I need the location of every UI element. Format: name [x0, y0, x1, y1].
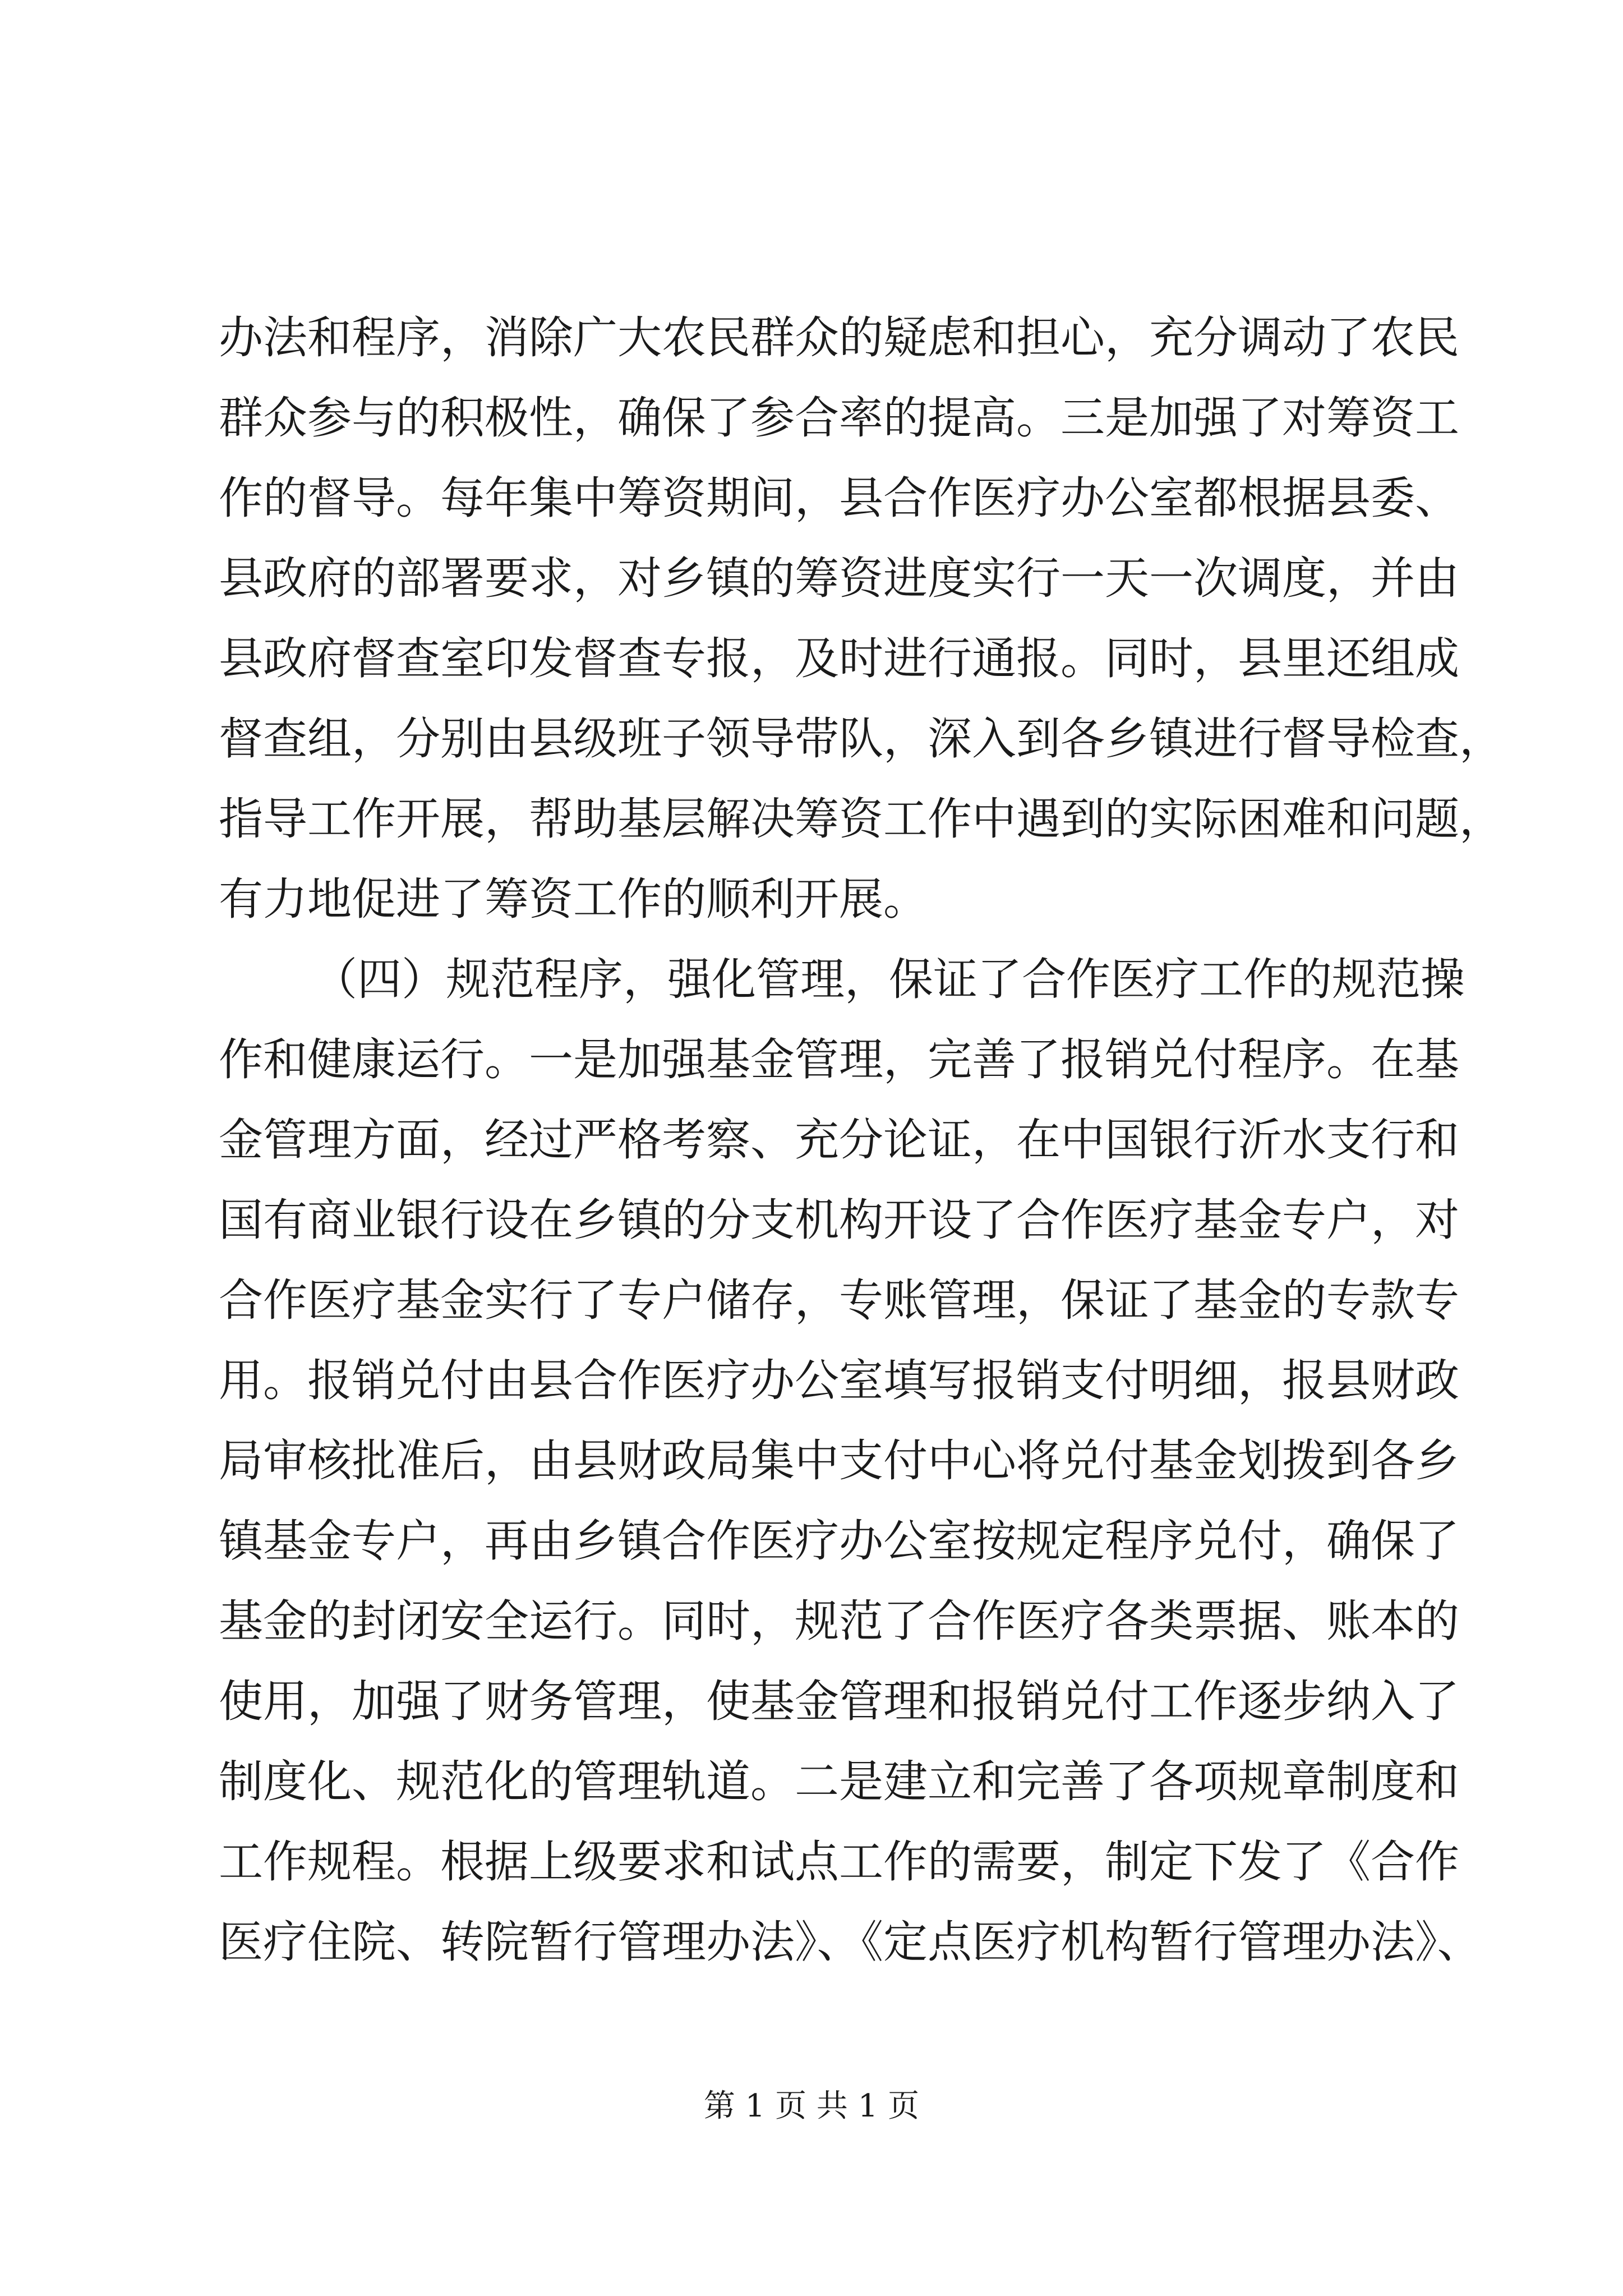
document-body [219, 298, 1504, 1982]
text-line: 基金的封闭安全运行。同时，规范了合作医疗各类票据、账本的 [219, 1595, 1459, 1647]
text-line: 局审核批准后，由县财政局集中支付中心将兑付基金划拨到各乡 [219, 1435, 1459, 1487]
page-number: 第 1 页 共 1 页 [703, 2088, 920, 2124]
text-line: 用。报销兑付由县合作医疗办公室填写报销支付明细，报县财政 [219, 1355, 1459, 1406]
text-line: 督查组，分别由县级班子领导带队，深入到各乡镇进行督导检查， [219, 713, 1504, 765]
text-line: 指导工作开展，帮助基层解决筹资工作中遇到的实际困难和问题， [219, 793, 1504, 845]
text-line: 金管理方面，经过严格考察、充分论证，在中国银行沂水支行和 [219, 1114, 1459, 1166]
text-line: 作和健康运行。一是加强基金管理，完善了报销兑付程序。在基 [219, 1034, 1459, 1085]
text-line: 群众参与的积极性，确保了参合率的提高。三是加强了对筹资工 [219, 392, 1459, 444]
text-line: 制度化、规范化的管理轨道。二是建立和完善了各项规章制度和 [219, 1756, 1459, 1807]
text-line: 办法和程序，消除广大农民群众的疑虑和担心，充分调动了农民 [219, 312, 1459, 364]
text-line: 工作规程。根据上级要求和试点工作的需要，制定下发了《合作 [219, 1836, 1459, 1888]
text-line: 合作医疗基金实行了专户储存，专账管理，保证了基金的专款专 [219, 1274, 1459, 1326]
text-line: 国有商业银行设在乡镇的分支机构开设了合作医疗基金专户，对 [219, 1194, 1459, 1246]
paragraph-end-line: 有力地促进了筹资工作的顺利开展。 [219, 873, 928, 925]
section-heading-line: （四）规范程序，强化管理，保证了合作医疗工作的规范操 [313, 954, 1465, 1005]
text-line: 作的督导。每年集中筹资期间，县合作医疗办公室都根据县委、 [219, 472, 1459, 524]
page-footer [0, 2084, 1623, 2129]
text-line: 镇基金专户，再由乡镇合作医疗办公室按规定程序兑付，确保了 [219, 1515, 1459, 1567]
text-line: 使用，加强了财务管理，使基金管理和报销兑付工作逐步纳入了 [219, 1676, 1459, 1727]
text-line: 县政府督查室印发督查专报，及时进行通报。同时，县里还组成 [219, 633, 1459, 684]
text-line: 县政府的部署要求，对乡镇的筹资进度实行一天一次调度，并由 [219, 553, 1459, 604]
text-line: 医疗住院、转院暂行管理办法》、《定点医疗机构暂行管理办法》、 [219, 1916, 1482, 1968]
